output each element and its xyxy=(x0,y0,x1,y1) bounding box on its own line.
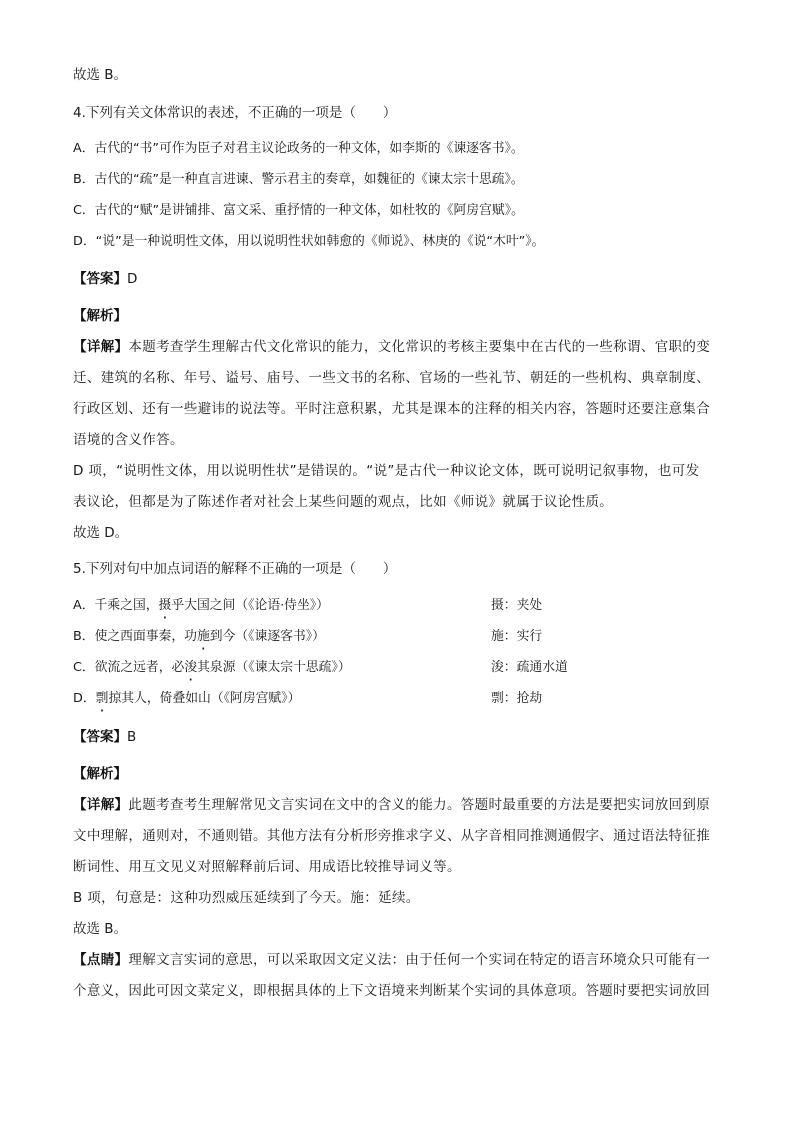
question-4-detail-line-3: 行政区划、还有一些避讳的说法等。平时注意积累，尤其是课本的注释的相关内容，答题时还要注意集合 xyxy=(73,401,711,417)
answer-tag: 【答案】 xyxy=(73,729,127,745)
dotted-word: 摄 xyxy=(158,598,172,613)
detail-tag: 【详解】 xyxy=(73,339,129,355)
question-5-conclusion: 故选 B。 xyxy=(73,921,128,937)
question-4-detail-line-1: 【详解】本题考查学生理解古代文化常识的能力，文化常识的考核主要集中在古代的一些称谓、官职的变 xyxy=(73,339,711,355)
question-4-option-a: A．古代的“书”可作为臣子对君主议论政务的一种文体，如李斯的《谏逐客书》。 xyxy=(73,141,524,156)
question-4-option-d: D．“说”是一种说明性文体，用以说明性状如韩愈的《师说》、林庚的《说“木叶”》。 xyxy=(73,234,545,249)
question-4-conclusion: 故选 D。 xyxy=(73,525,129,541)
question-4-detail-line-2: 迁、建筑的名称、年号、谥号、庙号、一些文书的名称、官场的一些礼节、朝廷的一些机构、典章制度、 xyxy=(73,370,711,386)
analysis-tag: 【解析】 xyxy=(73,766,127,782)
answer-tag: 【答案】 xyxy=(73,271,127,287)
question-5-stem: 5.下列对句中加点词语的解释不正确的一项是（ ） xyxy=(73,561,397,577)
question-5-option-a: A．千乘之国，摄乎大国之间（《论语·侍坐》） xyxy=(73,598,329,613)
dotted-word: 施 xyxy=(196,629,210,644)
question-4-stem: 4.下列有关文体常识的表述，不正确的一项是（ ） xyxy=(73,105,397,121)
tip-tag: 【点睛】 xyxy=(73,952,129,968)
question-5-tip-line-2: 个意义，因此可因文菜定义，即根据具体的上下文语境来判断某个实词的具体意项。答题时要把实词放回 xyxy=(73,983,711,999)
question-5-detail-line-3: 断词性、用互文见义对照解释前后词、用成语比较推导词义等。 xyxy=(73,859,461,875)
question-5-detail-line-1: 【详解】此题考查考生理解常见文言实词在文中的含义的能力。答题时最重要的方法是要把实词放回到原 xyxy=(73,797,711,813)
question-5-option-c-explanation: 浚：疏通水道 xyxy=(491,660,568,675)
question-5-option-b: B．使之西面事秦，功施到今（《谏逐客书》） xyxy=(73,629,325,644)
detail-tag: 【详解】 xyxy=(73,797,129,813)
question-5-option-c: C．欲流之远者，必浚其泉源（《谏太宗十思疏》） xyxy=(73,660,351,675)
question-5-answer xyxy=(73,728,136,746)
question-5-option-b-explanation: 施：实行 xyxy=(491,629,543,644)
previous-conclusion: 故选 B。 xyxy=(73,67,128,83)
question-4-option-b: B．古代的“疏”是一种直言进谏、警示君主的奏章，如魏征的《谏太宗十思疏》。 xyxy=(73,172,524,187)
question-4-detail-line-6: 表议论，但都是为了陈述作者对社会上某些问题的观点，比如《师说》就属于议论性质。 xyxy=(73,494,614,510)
question-4-detail-line-4: 语境的含义作答。 xyxy=(73,432,184,448)
answer-value: D xyxy=(127,271,138,287)
question-5-tip-line-1: 【点睛】理解文言实词的意思，可以采取因文定义法：由于任何一个实词在特定的语言环境众只可能有一 xyxy=(73,952,711,968)
dotted-word: 浚 xyxy=(184,660,198,675)
question-4-answer xyxy=(73,270,137,288)
answer-value: B xyxy=(127,729,137,745)
question-4-option-c: C．古代的“赋”是讲铺排、富文采、重抒情的一种文体，如杜牧的《阿房宫赋》。 xyxy=(73,203,524,218)
dotted-word: 剽 xyxy=(95,691,109,706)
question-5-detail-line-2: 文中理解，通则对，不通则错。其他方法有分析形旁推求字义、从字音相同推测通假字、通过语法特征推 xyxy=(73,828,711,844)
analysis-tag: 【解析】 xyxy=(73,308,127,324)
question-4-detail-line-5: D 项，“说明性文体，用以说明性状”是错误的。“说”是古代一种议论文体，既可说明记叙事物，也可发 xyxy=(73,463,700,479)
question-5-option-a-explanation: 摄：夹处 xyxy=(491,598,543,613)
question-5-analysis-heading xyxy=(73,765,127,783)
question-5-option-d: D．剽掠其人，倚叠如山（《阿房宫赋》） xyxy=(73,691,301,706)
question-5-detail-line-4: B 项，句意是：这种功烈威压延续到了今天。施：延续。 xyxy=(73,890,420,906)
question-5-option-d-explanation: 剽：抢劫 xyxy=(491,691,543,706)
question-4-analysis-heading xyxy=(73,307,127,325)
